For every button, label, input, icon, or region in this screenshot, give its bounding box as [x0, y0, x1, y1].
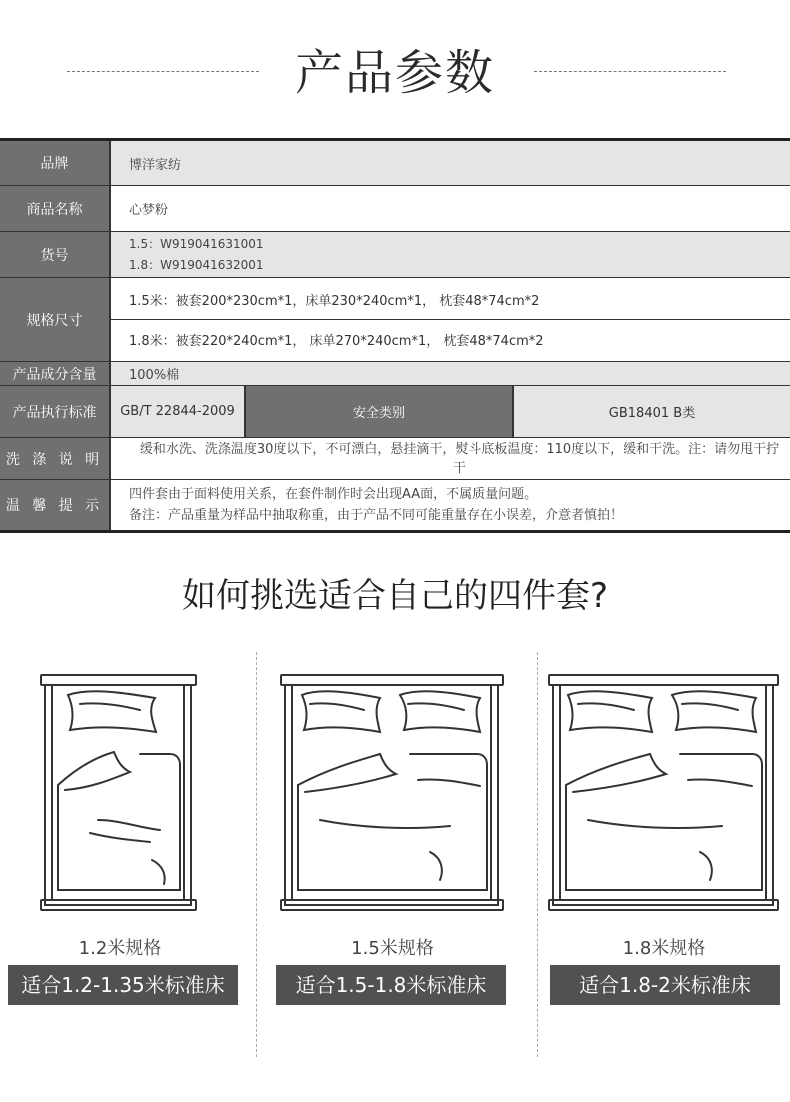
- param-label: 产品执行标准: [0, 386, 110, 438]
- spec-line: 1.5米：被套200*230cm*1，床单230*240cm*1， 枕套48*74cm*2: [111, 280, 790, 320]
- item-no-line: 1.5：W919041631001: [129, 236, 264, 251]
- param-label: 货号: [0, 232, 110, 278]
- param-value: 博洋家纺: [110, 140, 790, 186]
- safety-value: GB18401 B类: [513, 386, 790, 438]
- param-value: [110, 438, 790, 480]
- safety-label: 安全类别: [245, 386, 513, 438]
- param-row-item-no: [0, 232, 790, 278]
- product-params-table: [0, 138, 790, 533]
- column-divider: [256, 652, 257, 1057]
- param-label: 商品名称: [0, 186, 110, 232]
- param-row-washing: [0, 438, 790, 480]
- fit-badge: 适合1.8-2米标准床: [550, 965, 780, 1005]
- param-row-composition: [0, 362, 790, 386]
- page-title: 产品参数: [294, 45, 495, 101]
- bed-size-label: 1.2米规格: [78, 938, 162, 959]
- param-label: 产品成分含量: [0, 362, 110, 386]
- bed-size-label: 1.5米规格: [351, 938, 434, 959]
- fit-badge: 适合1.2-1.35米标准床: [8, 965, 238, 1005]
- washing-line: 缓和水洗、洗涤温度30度以下，不可漂白，悬挂滴干，熨斗底板温度：110度以下，缓和干洗。注：请勿甩干拧: [139, 441, 780, 457]
- single-bed-icon: [40, 670, 200, 920]
- param-row-notice: [0, 480, 790, 532]
- param-value: [110, 232, 790, 278]
- bed-size-label: 1.8米规格: [622, 938, 706, 959]
- title-divider-right: [534, 71, 726, 72]
- notice-line: 备注：产品重量为样品中抽取称重，由于产品不同可能重量存在小误差，介意者慎拍！: [129, 508, 624, 523]
- fit-badge: 适合1.5-1.8米标准床: [276, 965, 506, 1005]
- param-value: [110, 278, 790, 362]
- param-row-spec: [0, 278, 790, 362]
- param-value: GB/T 22844-2009: [110, 386, 245, 438]
- param-value: [110, 480, 790, 532]
- notice-line: 四件套由于面料使用关系，在套件制作时会出现AA面，不属质量问题。: [129, 487, 538, 502]
- washing-line: 干: [452, 460, 466, 476]
- king-bed-icon: [548, 670, 780, 920]
- param-row-product-name: [0, 186, 790, 232]
- param-row-standard: [0, 386, 790, 438]
- column-divider: [537, 652, 538, 1057]
- guide-title: 如何挑选适合自己的四件套?: [181, 576, 609, 616]
- item-no-line: 1.8：W919041632001: [129, 257, 264, 272]
- param-value: 100%棉: [110, 362, 790, 386]
- param-label: 规格尺寸: [0, 278, 110, 362]
- param-label: 品牌: [0, 140, 110, 186]
- param-label: 温 馨 提 示: [0, 480, 110, 532]
- spec-line: 1.8米：被套220*240cm*1， 床单270*240cm*1， 枕套48*74cm*2: [129, 334, 544, 349]
- param-row-brand: [0, 140, 790, 186]
- param-value: 心梦粉: [110, 186, 790, 232]
- title-section: [0, 40, 790, 110]
- double-bed-icon: [280, 670, 505, 920]
- param-label: 洗 涤 说 明: [0, 438, 110, 480]
